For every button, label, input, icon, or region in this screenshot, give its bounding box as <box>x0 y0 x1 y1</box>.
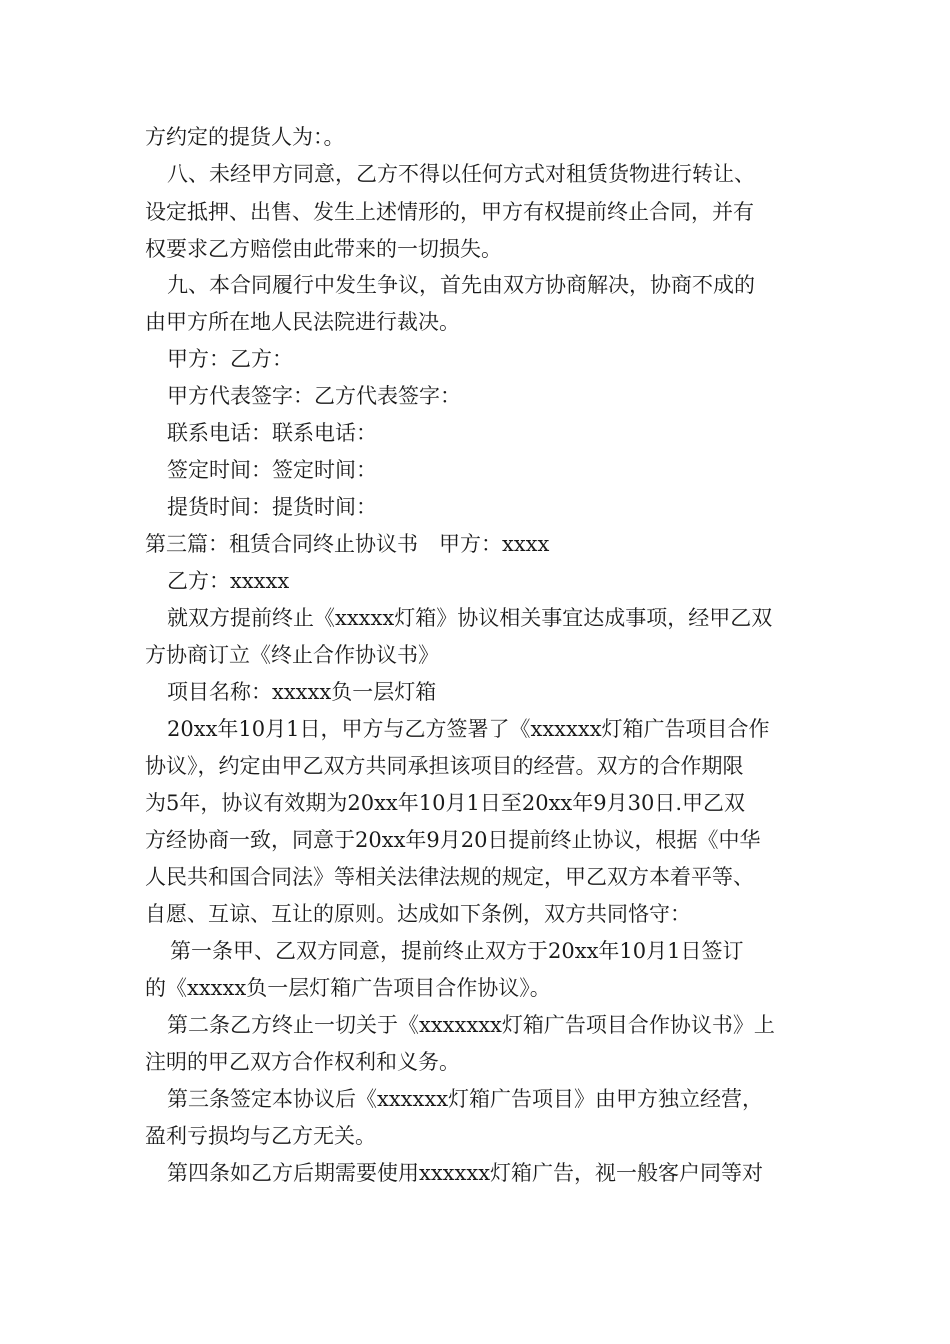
text-line: 注明的甲乙双方合作权利和义务。 <box>145 1050 460 1074</box>
text-line: 由甲方所在地人民法院进行裁决。 <box>145 310 460 334</box>
text-line: 九、本合同履行中发生争议，首先由双方协商解决，协商不成的 <box>167 273 755 297</box>
text-line: 的《xxxxx负一层灯箱广告项目合作协议》。 <box>145 976 551 1000</box>
text-line: 为5年，协议有效期为20xx年10月1日至20xx年9月30日.甲乙双 <box>145 791 746 815</box>
text-line: 设定抵押、出售、发生上述情形的，甲方有权提前终止合同，并有 <box>145 200 754 224</box>
signature-line: 联系电话：联系电话： <box>167 421 377 445</box>
section-heading: 第三篇：租赁合同终止协议书 甲方：xxxx <box>145 532 550 556</box>
text-line: 协议》，约定由甲乙双方共同承担该项目的经营。双方的合作期限 <box>145 754 744 778</box>
article-line: 第一条甲、乙双方同意，提前终止双方于20xx年10月1日签订 <box>170 939 744 963</box>
text-line: 方协商订立《终止合作协议书》 <box>145 643 439 667</box>
text-line: 乙方：xxxxx <box>167 569 290 593</box>
signature-line: 提货时间：提货时间： <box>167 495 377 519</box>
text-line: 人民共和国合同法》等相关法律法规的规定，甲乙双方本着平等、 <box>145 865 754 889</box>
signature-line: 签定时间：签定时间： <box>167 458 377 482</box>
text-line: 20xx年10月1日，甲方与乙方签署了《xxxxxx灯箱广告项目合作 <box>167 717 770 741</box>
text-line: 方经协商一致，同意于20xx年9月20日提前终止协议，根据《中华 <box>145 828 761 852</box>
text-line: 自愿、互谅、互让的原则。达成如下条例，双方共同恪守： <box>145 902 691 926</box>
text-line: 盈利亏损均与乙方无关。 <box>145 1124 376 1148</box>
article-line: 第三条签定本协议后《xxxxxx灯箱广告项目》由甲方独立经营， <box>167 1087 764 1111</box>
signature-line: 甲方代表签字：乙方代表签字： <box>167 384 461 408</box>
text-line: 项目名称：xxxxx负一层灯箱 <box>167 680 437 704</box>
text-line: 方约定的提货人为：。 <box>145 125 345 149</box>
signature-line: 甲方：乙方： <box>167 347 293 371</box>
text-line: 就双方提前终止《xxxxx灯箱》协议相关事宜达成事项，经甲乙双 <box>167 606 773 630</box>
text-line: 八、未经甲方同意，乙方不得以任何方式对租赁货物进行转让、 <box>167 162 755 186</box>
text-line: 权要求乙方赔偿由此带来的一切损失。 <box>145 237 502 261</box>
article-line: 第四条如乙方后期需要使用xxxxxx灯箱广告，视一般客户同等对 <box>167 1161 764 1185</box>
article-line: 第二条乙方终止一切关于《xxxxxxx灯箱广告项目合作协议书》上 <box>167 1013 775 1037</box>
